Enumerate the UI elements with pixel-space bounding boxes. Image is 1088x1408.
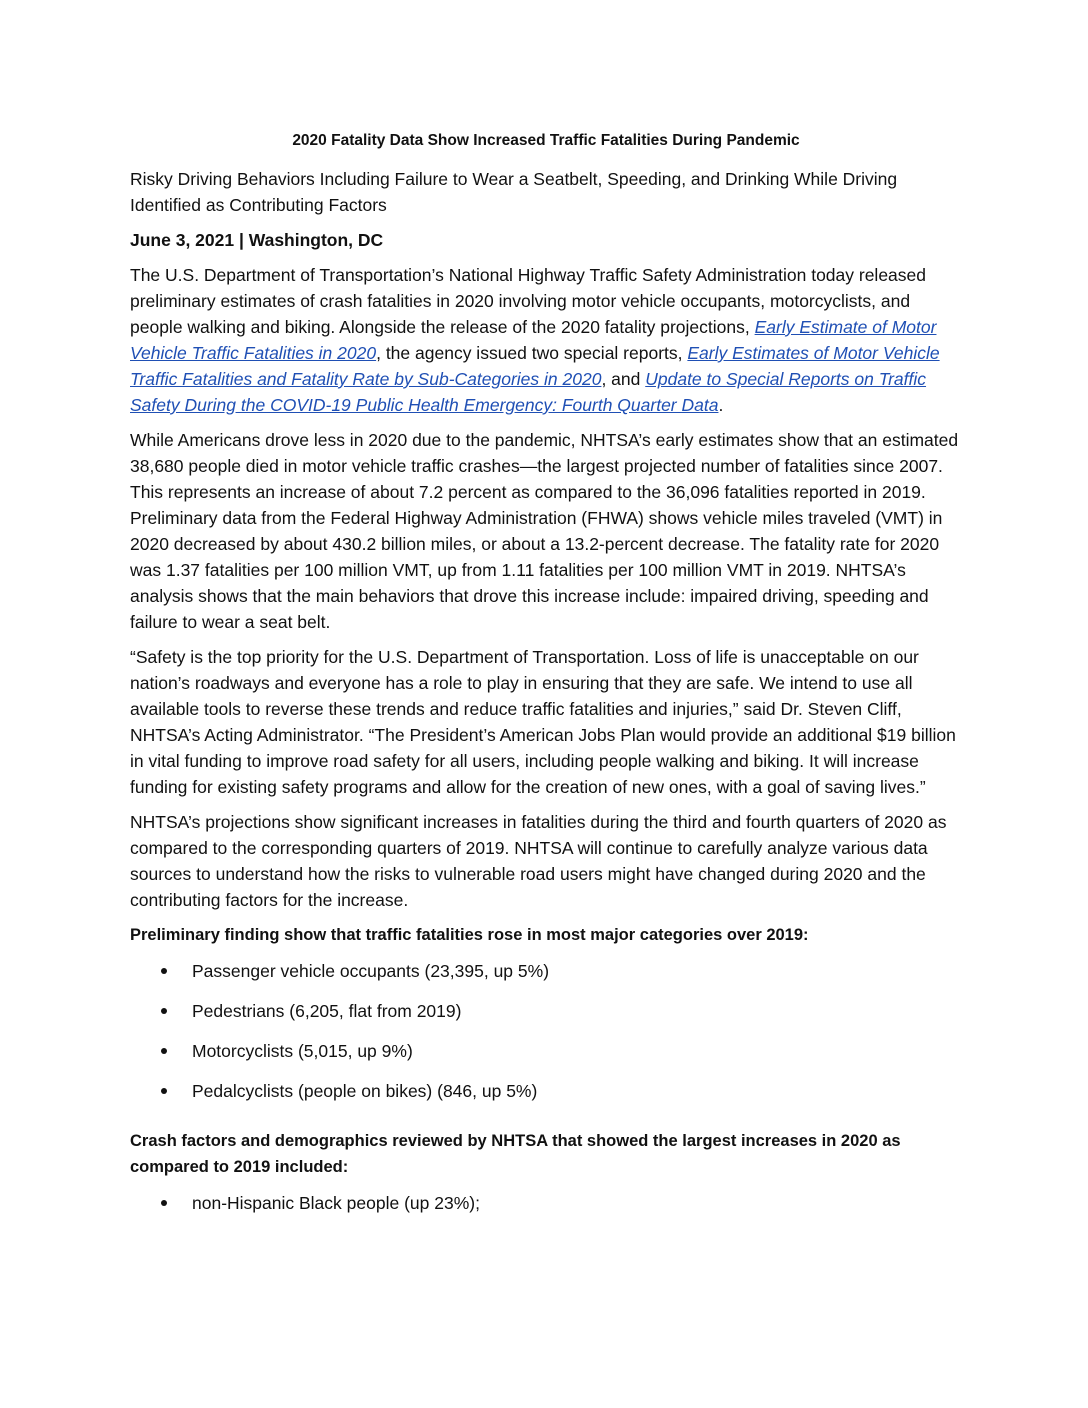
list-item-text: Pedestrians (6,205, flat from 2019) (192, 1001, 462, 1021)
list-item-text: Passenger vehicle occupants (23,395, up 5%) (192, 961, 550, 981)
intro-text: , and (601, 369, 646, 389)
sub-categories-report-link[interactable]: Early Estimates of Motor Vehicle Traffic Fatalities and Fatality Rate by Sub-Categories in 2020 (130, 343, 940, 389)
bullet-icon (161, 1200, 167, 1206)
page-subtitle: Risky Driving Behaviors Including Failure to Wear a Seatbelt, Speeding, and Drinking While Driving Identified as Contributing Factors (130, 169, 898, 215)
projections-paragraph: NHTSA’s projections show significant increases in fatalities during the third and fourth quarters of 2020 as compared to the corresponding quarters of 2019. NHTSA will continue to carefully analyze various data sources to understand how the risks to vulnerable road users might have changed during 2020 and the contributing factors for the increase. (130, 812, 947, 910)
covid-special-report-link[interactable]: Update to Special Reports on Traffic Safety During the COVID-19 Public Health Emergency: Fourth Quarter Data (130, 369, 927, 415)
bullet-icon (161, 1048, 167, 1054)
findings-heading: Preliminary finding show that traffic fatalities rose in most major categories over 2019: (130, 926, 809, 944)
findings-list (130, 958, 962, 1118)
demographics-heading: Crash factors and demographics reviewed by NHTSA that showed the largest increases in 2020 as compared to 2019 included: (130, 1132, 901, 1176)
document-page (130, 128, 962, 1240)
list-item-text: Pedalcyclists (people on bikes) (846, up 5%) (192, 1081, 538, 1101)
quote-paragraph: “Safety is the top priority for the U.S. Department of Transportation. Loss of life is unacceptable on our nation’s roadways and everyone has a role to play in ensuring that they are safe. We intend to use all available tools to reverse these trends and reduce traffic fatalities and injuries,” said Dr. Steven Cliff, NHTSA’s Acting Administrator. “The President’s American Jobs Plan would provide an additional $19 billion in vital funding to improve road safety for all users, including people walking and biking. It will increase funding for existing safety programs and allow for the creation of new ones, with a goal of saving lives.” (130, 647, 956, 797)
bullet-icon (161, 968, 167, 974)
page-title: 2020 Fatality Data Show Increased Traffic Fatalities During Pandemic (292, 132, 800, 149)
bullet-icon (161, 1088, 167, 1094)
intro-text: . (718, 395, 724, 415)
demographics-list (130, 1190, 962, 1230)
list-item-text: Motorcyclists (5,015, up 9%) (192, 1041, 413, 1061)
list-item (130, 958, 962, 998)
intro-paragraph (130, 262, 962, 418)
list-item (130, 998, 962, 1038)
bullet-icon (161, 1008, 167, 1014)
list-item (130, 1078, 962, 1118)
estimates-paragraph: While Americans drove less in 2020 due to the pandemic, NHTSA’s early estimates show that an estimated 38,680 people died in motor vehicle traffic crashes—the largest projected number of fatalities since 2007. This represents an increase of about 7.2 percent as compared to the 36,096 fatalities reported in 2019. Preliminary data from the Federal Highway Administration (FHWA) shows vehicle miles traveled (VMT) in 2020 decreased by about 430.2 billion miles, or about a 13.2-percent decrease. The fatality rate for 2020 was 1.37 fatalities per 100 million VMT, up from 1.11 fatalities per 100 million VMT in 2019. NHTSA’s analysis shows that the main behaviors that drove this increase include: impaired driving, speeding and failure to wear a seat belt. (130, 430, 959, 632)
intro-text: , the agency issued two special reports, (376, 343, 688, 363)
list-item-text: non-Hispanic Black people (up 23%); (192, 1193, 480, 1213)
list-item (130, 1038, 962, 1078)
early-estimate-link[interactable]: Early Estimate of Motor Vehicle Traffic Fatalities in 2020 (130, 317, 937, 363)
dateline: June 3, 2021 | Washington, DC (130, 230, 384, 250)
list-item (130, 1190, 962, 1230)
intro-text: The U.S. Department of Transportation’s National Highway Traffic Safety Administration today released preliminary estimates of crash fatalities in 2020 involving motor vehicle occupants, motorcyclists, and people walking and biking. Alongside the release of the 2020 fatality projections, (130, 265, 927, 337)
